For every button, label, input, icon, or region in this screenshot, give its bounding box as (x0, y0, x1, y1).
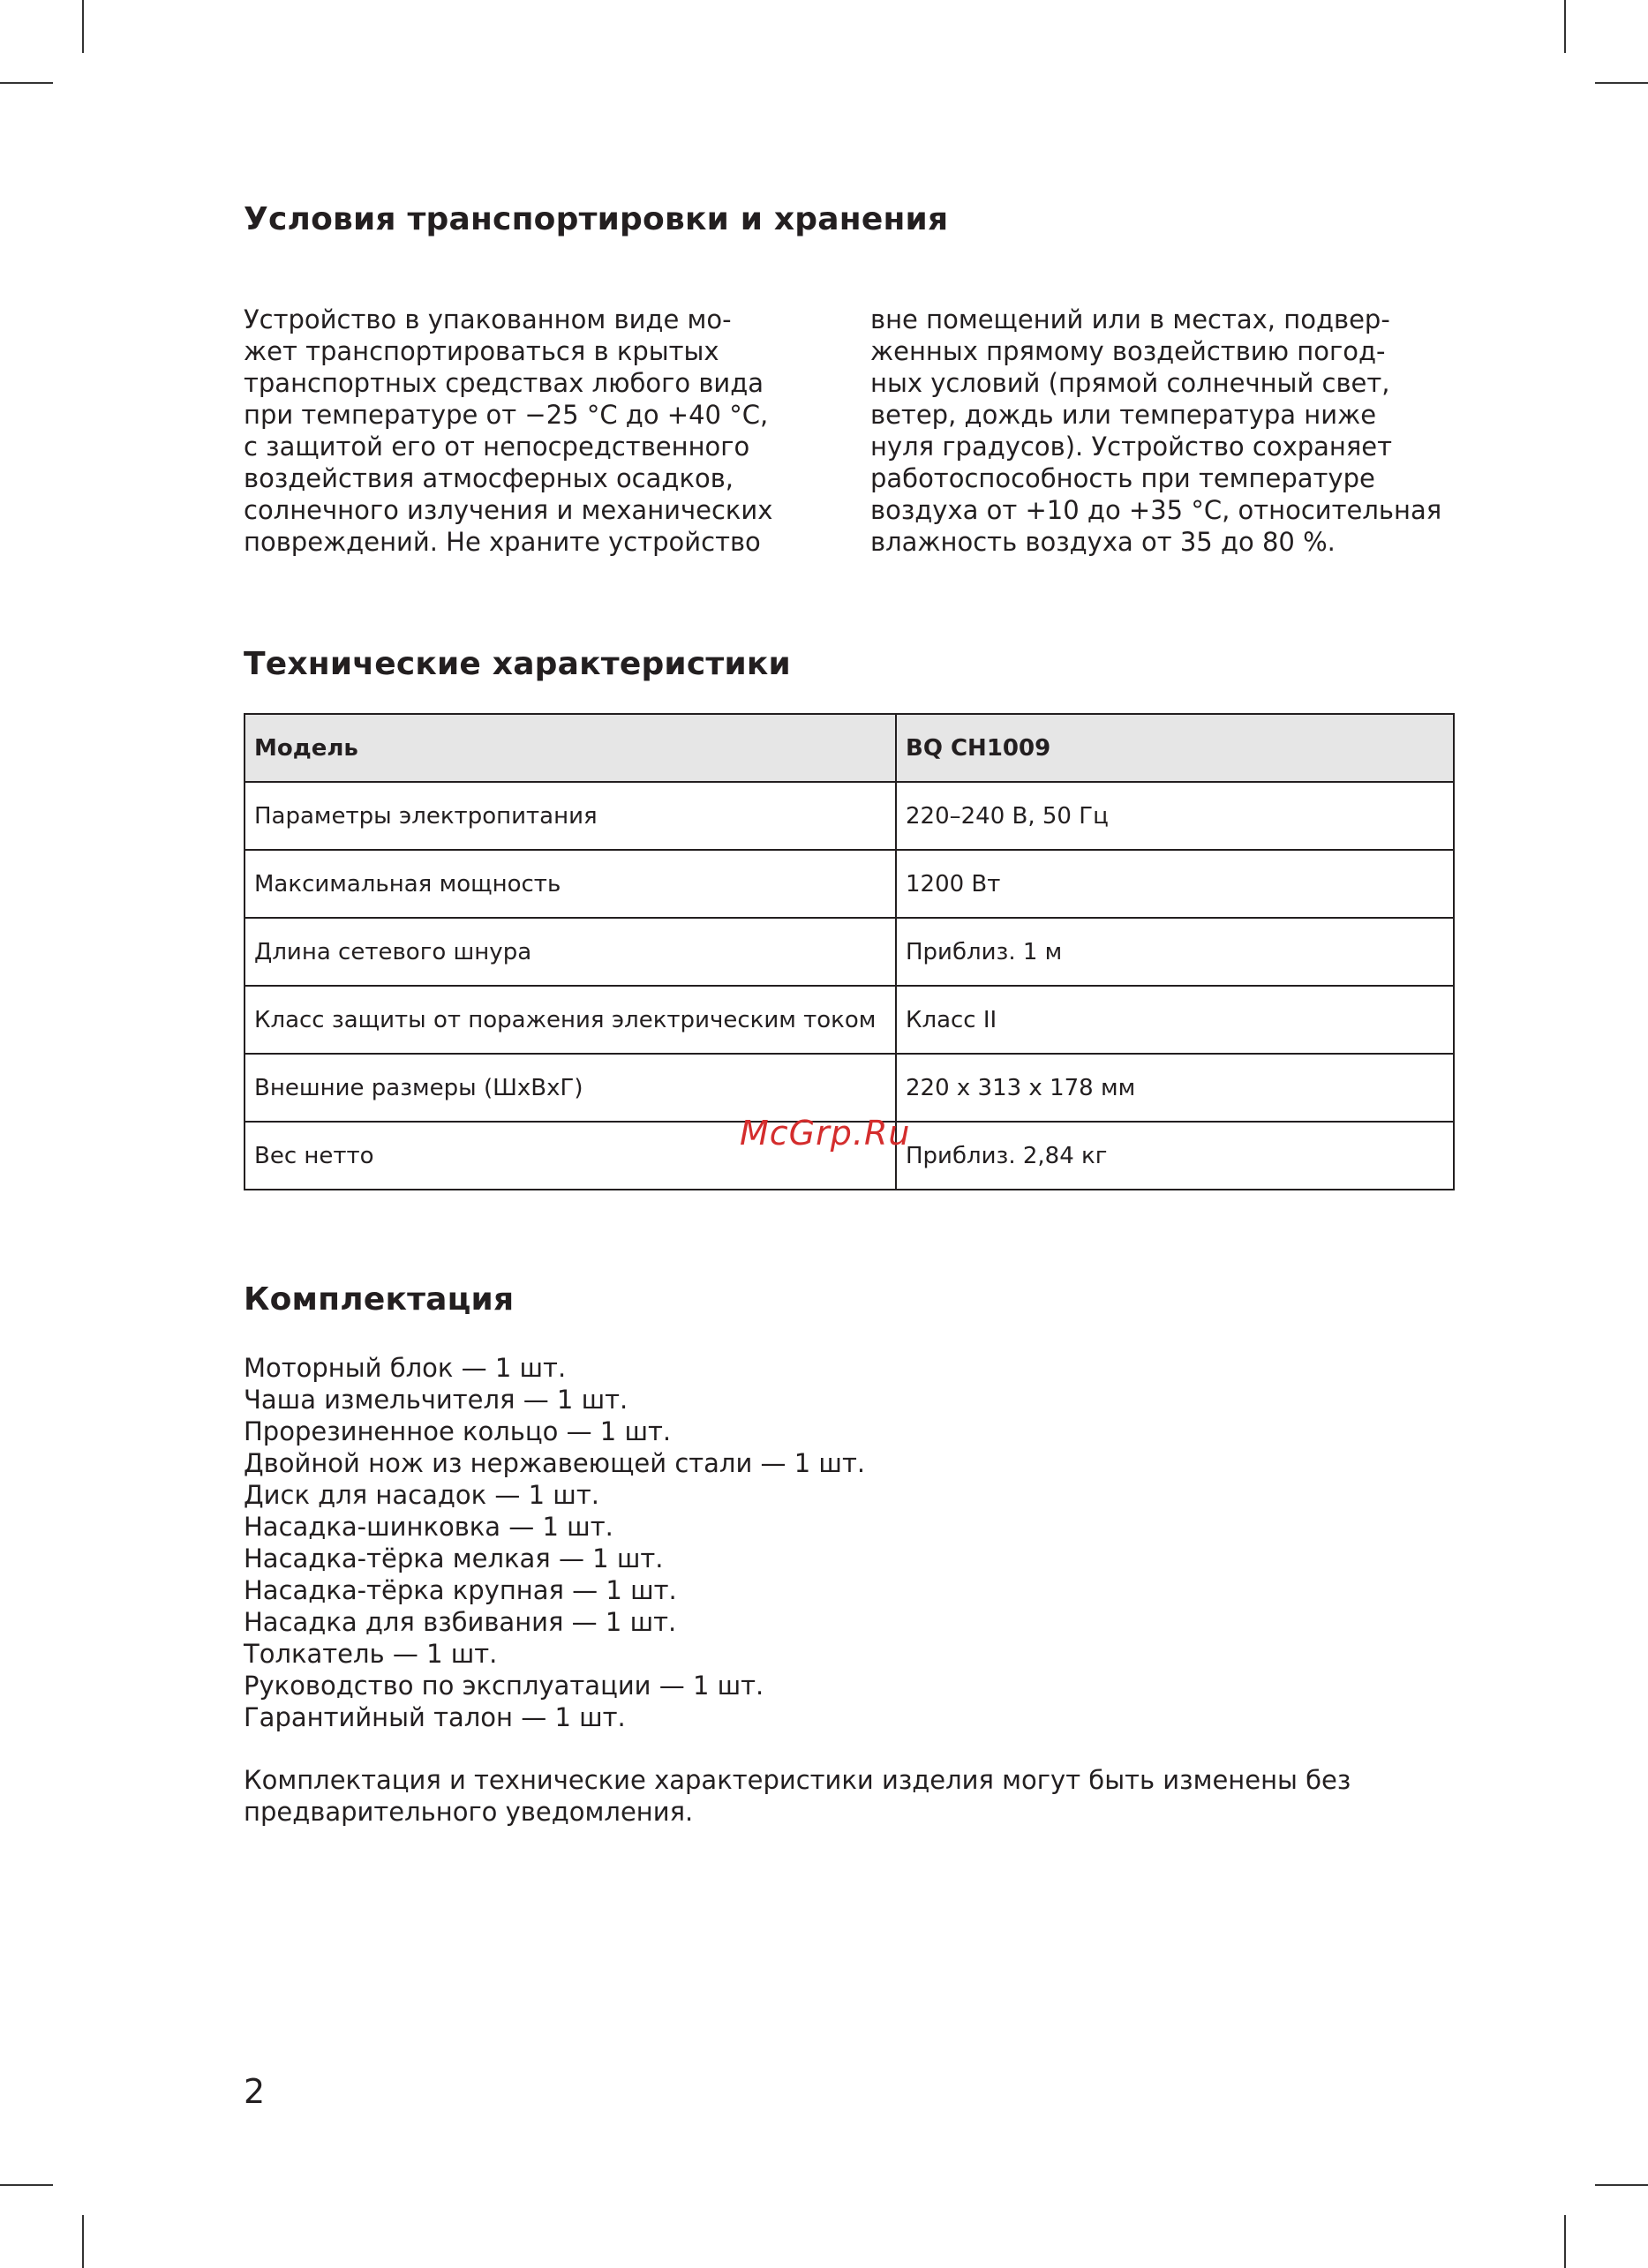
list-item: Диск для насадок — 1 шт. (244, 1480, 599, 1510)
crop-mark-top-right-vertical (1564, 0, 1566, 53)
spec-label: Длина сетевого шнура (245, 918, 896, 986)
crop-mark-top-left-horizontal (0, 82, 53, 84)
specs-heading: Технические характеристики (244, 646, 791, 682)
spec-label: Вес нетто (245, 1122, 896, 1190)
list-item: Толкатель — 1 шт. (244, 1639, 498, 1669)
crop-mark-bottom-right-vertical (1564, 2215, 1566, 2268)
table-row (245, 918, 1454, 986)
spec-label: Параметры электропитания (245, 782, 896, 850)
list-item: Насадка для взбивания — 1 шт. (244, 1607, 677, 1637)
spec-value: Класс II (896, 986, 1454, 1054)
table-row (245, 1054, 1454, 1122)
list-item: Прорезиненное кольцо — 1 шт. (244, 1416, 672, 1446)
specs-header-label: Модель (245, 714, 896, 782)
list-item: Насадка-тёрка мелкая — 1 шт. (244, 1543, 664, 1573)
table-row (245, 986, 1454, 1054)
watermark: McGrp.Ru (740, 1114, 911, 1153)
table-row (245, 782, 1454, 850)
list-item: Насадка-шинковка — 1 шт. (244, 1512, 613, 1542)
list-item: Моторный блок — 1 шт. (244, 1353, 567, 1383)
specs-header-value: BQ CH1009 (896, 714, 1454, 782)
transport-heading: Условия транспортировки и хранения (244, 201, 949, 237)
crop-mark-bottom-left-vertical (82, 2215, 84, 2268)
spec-value: 220 х 313 х 178 мм (896, 1054, 1454, 1122)
crop-mark-top-right-horizontal (1595, 82, 1648, 84)
spec-value: Приблиз. 1 м (896, 918, 1454, 986)
kit-heading: Комплектация (244, 1281, 515, 1318)
kit-list (244, 1352, 865, 1733)
spec-label: Класс защиты от поражения электрическим током (245, 986, 896, 1054)
list-item: Чаша измельчителя — 1 шт. (244, 1385, 628, 1415)
crop-mark-top-left-vertical (82, 0, 84, 53)
transport-text-left: Устройство в упакованном виде мо- жет транспортироваться в крытых транспортных средствах любого вида при температуре от −25 °C до +40 °C, с защитой его от непосредственного воздействия атмосферных осадков, солнечного излучения и механических повреждений. Не храните устройство (244, 304, 773, 557)
table-row (245, 850, 1454, 918)
kit-note: Комплектация и технические характеристики изделия могут быть изменены без предварительного уведомления. (244, 1765, 1351, 1827)
spec-value: Приблиз. 2,84 кг (896, 1122, 1454, 1190)
transport-text-right: вне помещений или в местах, подвер- женных прямому воздействию погод- ных условий (прямой солнечный свет, ветер, дождь или температура ниже нуля градусов). Устройство сохраняет работоспособность при температуре воздуха от +10 до +35 °C, относительная влажность воздуха от 35 до 80 %. (870, 304, 1442, 557)
spec-label: Внешние размеры (ШхВхГ) (245, 1054, 896, 1122)
spec-value: 220–240 В, 50 Гц (896, 782, 1454, 850)
crop-mark-bottom-left-horizontal (0, 2184, 53, 2186)
page-number: 2 (244, 2072, 266, 2111)
spec-value: 1200 Вт (896, 850, 1454, 918)
crop-mark-bottom-right-horizontal (1595, 2184, 1648, 2186)
spec-label: Максимальная мощность (245, 850, 896, 918)
list-item: Двойной нож из нержавеющей стали — 1 шт. (244, 1448, 866, 1478)
list-item: Руководство по эксплуатации — 1 шт. (244, 1671, 764, 1701)
list-item: Гарантийный талон — 1 шт. (244, 1702, 626, 1732)
specs-header-row (245, 714, 1454, 782)
list-item: Насадка-тёрка крупная — 1 шт. (244, 1575, 677, 1605)
